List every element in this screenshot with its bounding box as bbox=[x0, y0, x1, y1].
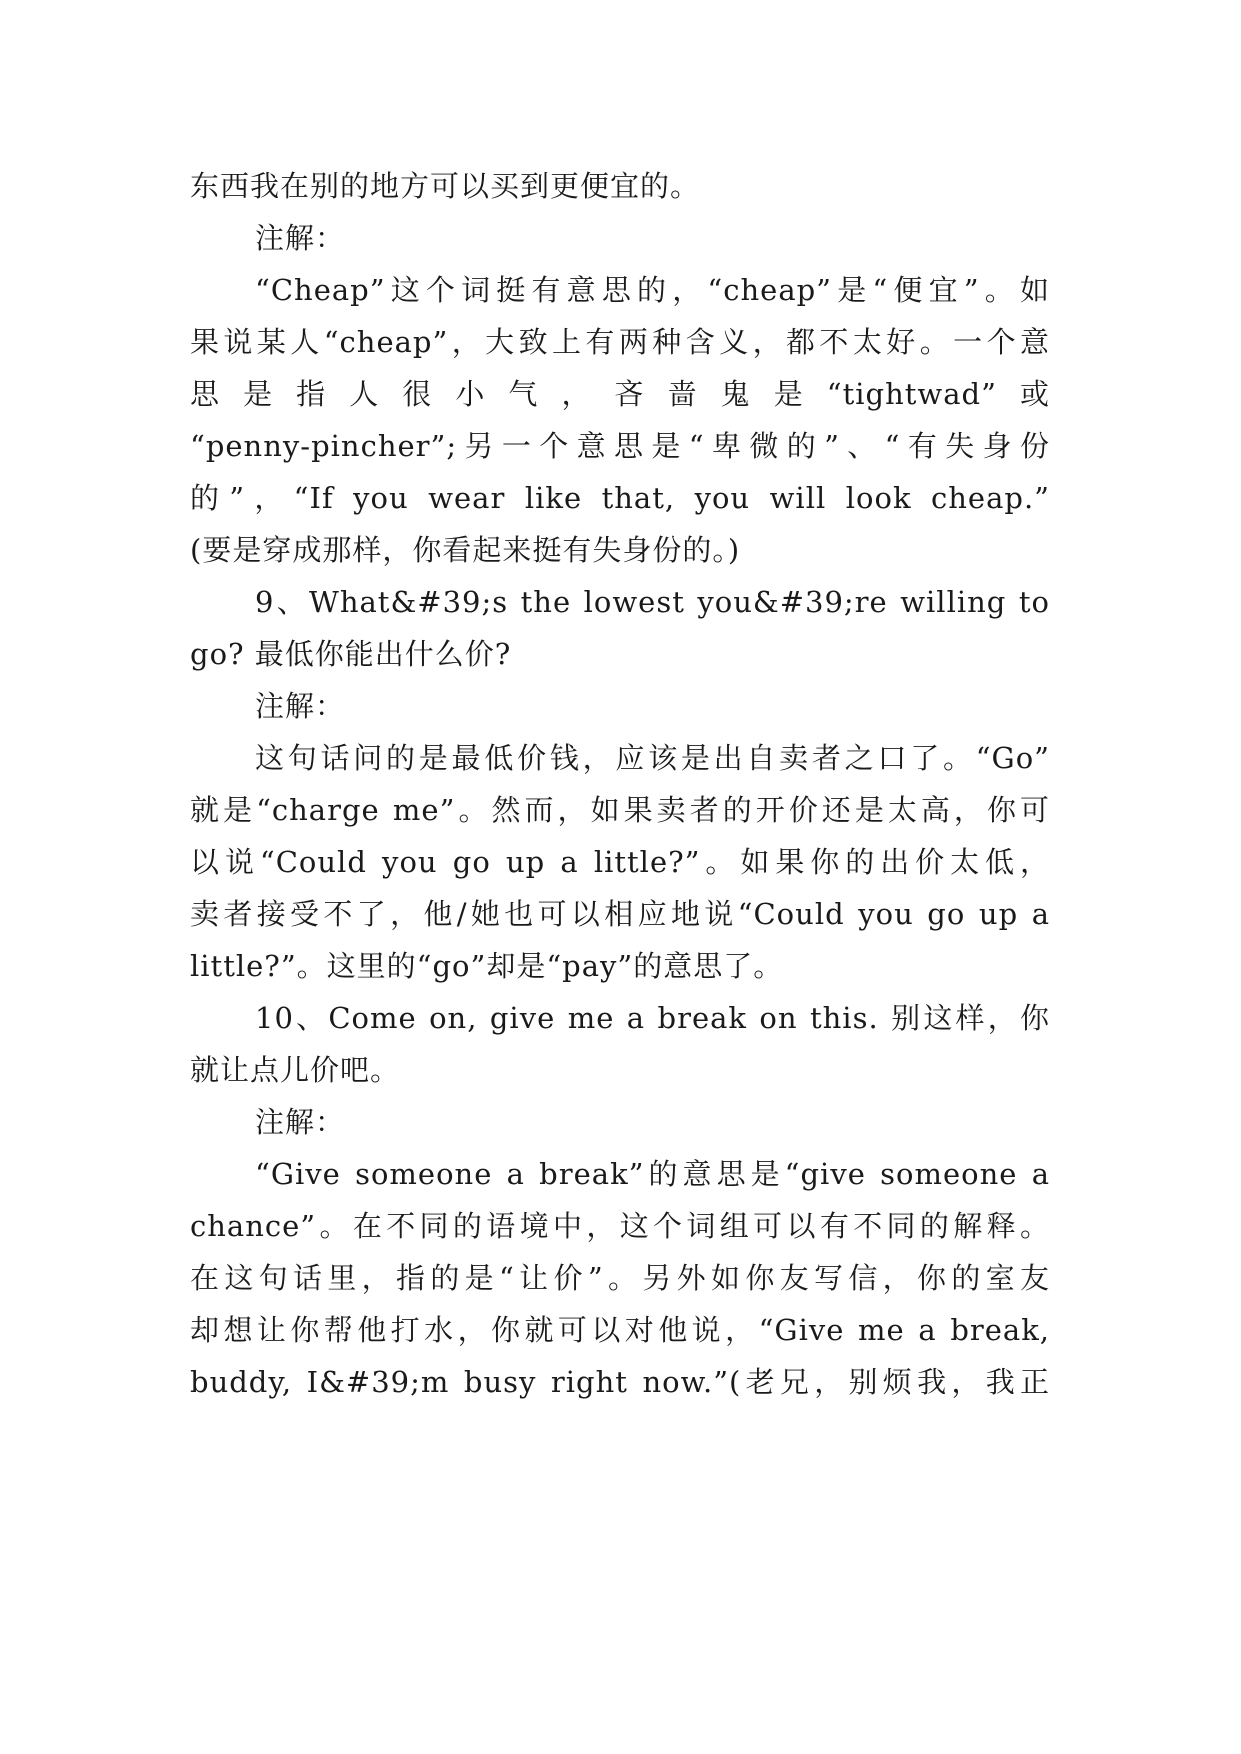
note-heading: 注解： bbox=[255, 1105, 346, 1139]
text-line: “Give someone a break”的意思是“give someone a bbox=[255, 1157, 1050, 1191]
text-line: little?”。这里的“go”却是“pay”的意思了。 bbox=[190, 949, 784, 983]
text-line: chance”。在不同的语境中，这个词组可以有不同的解释。 bbox=[190, 1209, 1050, 1243]
text-line: 东西我在别的地方可以买到更便宜的。 bbox=[190, 169, 701, 203]
text-line: 在这句话里，指的是“让价”。另外如你友写信，你的室友 bbox=[190, 1261, 1050, 1295]
note-heading: 注解： bbox=[255, 689, 346, 723]
item-heading: 9、What&#39;s the lowest you&#39;re willing to bbox=[255, 585, 1050, 619]
note-heading: 注解： bbox=[255, 221, 346, 255]
text-line: “Cheap”这个词挺有意思的，“cheap”是“便宜”。如 bbox=[255, 273, 1050, 307]
text-line: 的”，“If you wear like that, you will look cheap.” bbox=[190, 481, 1050, 515]
text-line: 思是指人很小气，吝啬鬼是“tightwad”或 bbox=[190, 377, 1050, 411]
text-line: 就是“charge me”。然而，如果卖者的开价还是太高，你可 bbox=[190, 793, 1050, 827]
text-line: 就让点儿价吧。 bbox=[190, 1053, 401, 1087]
text-line: 这句话问的是最低价钱，应该是出自卖者之口了。“Go” bbox=[255, 741, 1050, 775]
item-heading: 10、Come on, give me a break on this. 别这样，你 bbox=[255, 1001, 1050, 1035]
text-line: buddy, I&#39;m busy right now.”(老兄，别烦我，我正 bbox=[190, 1365, 1050, 1399]
text-line: 果说某人“cheap”，大致上有两种含义，都不太好。一个意 bbox=[190, 325, 1050, 359]
text-line: 卖者接受不了，他/她也可以相应地说“Could you go up a bbox=[190, 897, 1050, 931]
text-line: 以说“Could you go up a little?”。如果你的出价太低， bbox=[190, 845, 1050, 879]
text-line: go? 最低你能出什么价? bbox=[190, 637, 512, 671]
text-line: “penny-pincher”;另一个意思是“卑微的”、“有失身份 bbox=[190, 429, 1050, 463]
text-line: (要是穿成那样，你看起来挺有失身份的。) bbox=[190, 533, 741, 567]
text-line: 却想让你帮他打水，你就可以对他说，“Give me a break, bbox=[190, 1313, 1050, 1347]
